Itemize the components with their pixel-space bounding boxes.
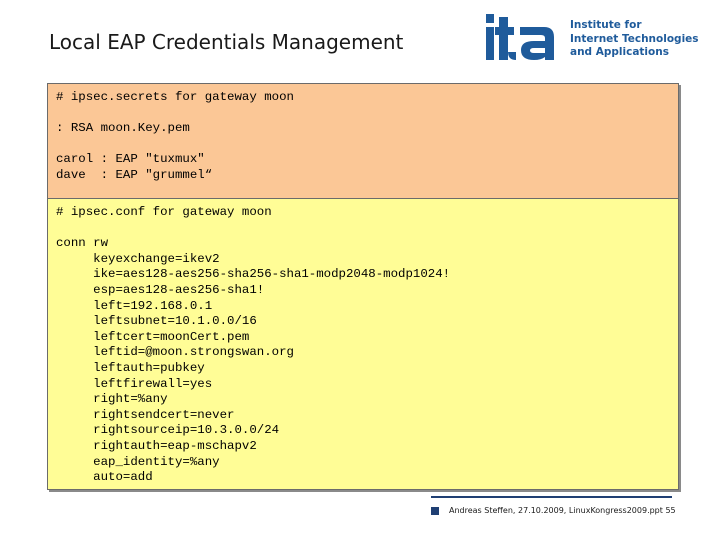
code-line: left=192.168.0.1 xyxy=(56,298,213,313)
code-line: # ipsec.secrets for gateway moon xyxy=(56,90,294,104)
logo-line: Internet Technologies xyxy=(570,32,699,45)
code-line: dave : EAP "grummel“ xyxy=(56,167,213,182)
ita-logo xyxy=(486,14,701,66)
code-line: eap_identity=%any xyxy=(56,454,220,469)
code-line: conn rw xyxy=(56,236,109,251)
code-line: leftauth=pubkey xyxy=(56,360,205,375)
ipsec-secrets-box xyxy=(47,83,679,199)
code-line: keyexchange=ikev2 xyxy=(56,251,220,266)
code-line: ike=aes128-aes256-sha256-sha1-modp2048-modp1024! xyxy=(56,267,451,282)
footer-text: Andreas Steffen, 27.10.2009, LinuxKongress2009.ppt 55 xyxy=(449,506,676,515)
code-line xyxy=(56,137,678,153)
code-line xyxy=(56,221,678,237)
footer-bullet-icon xyxy=(431,507,439,515)
logo-line: Institute for xyxy=(570,19,642,31)
code-line: leftfirewall=yes xyxy=(56,376,213,391)
code-line: carol : EAP "tuxmux" xyxy=(56,152,205,167)
code-line: right=%any xyxy=(56,392,168,407)
slide-title: Local EAP Credentials Management xyxy=(49,30,404,54)
ipsec-conf-box xyxy=(47,198,679,490)
ita-logo-text xyxy=(570,19,699,60)
ita-logo-mark xyxy=(486,14,566,66)
code-line: leftcert=moonCert.pem xyxy=(56,329,250,344)
code-line: auto=add xyxy=(56,470,153,485)
code-line: rightsendcert=never xyxy=(56,407,235,422)
code-line: rightsourceip=10.3.0.0/24 xyxy=(56,423,280,438)
code-line: leftid=@moon.strongswan.org xyxy=(56,345,294,360)
code-line xyxy=(56,106,678,122)
logo-line: and Applications xyxy=(570,46,669,58)
code-line: rightauth=eap-mschapv2 xyxy=(56,438,257,453)
code-line: : RSA moon.Key.pem xyxy=(56,121,190,136)
code-line: leftsubnet=10.1.0.0/16 xyxy=(56,314,257,329)
code-line: esp=aes128-aes256-sha1! xyxy=(56,282,265,297)
footer-rule xyxy=(431,496,672,498)
code-line: # ipsec.conf for gateway moon xyxy=(56,205,272,219)
